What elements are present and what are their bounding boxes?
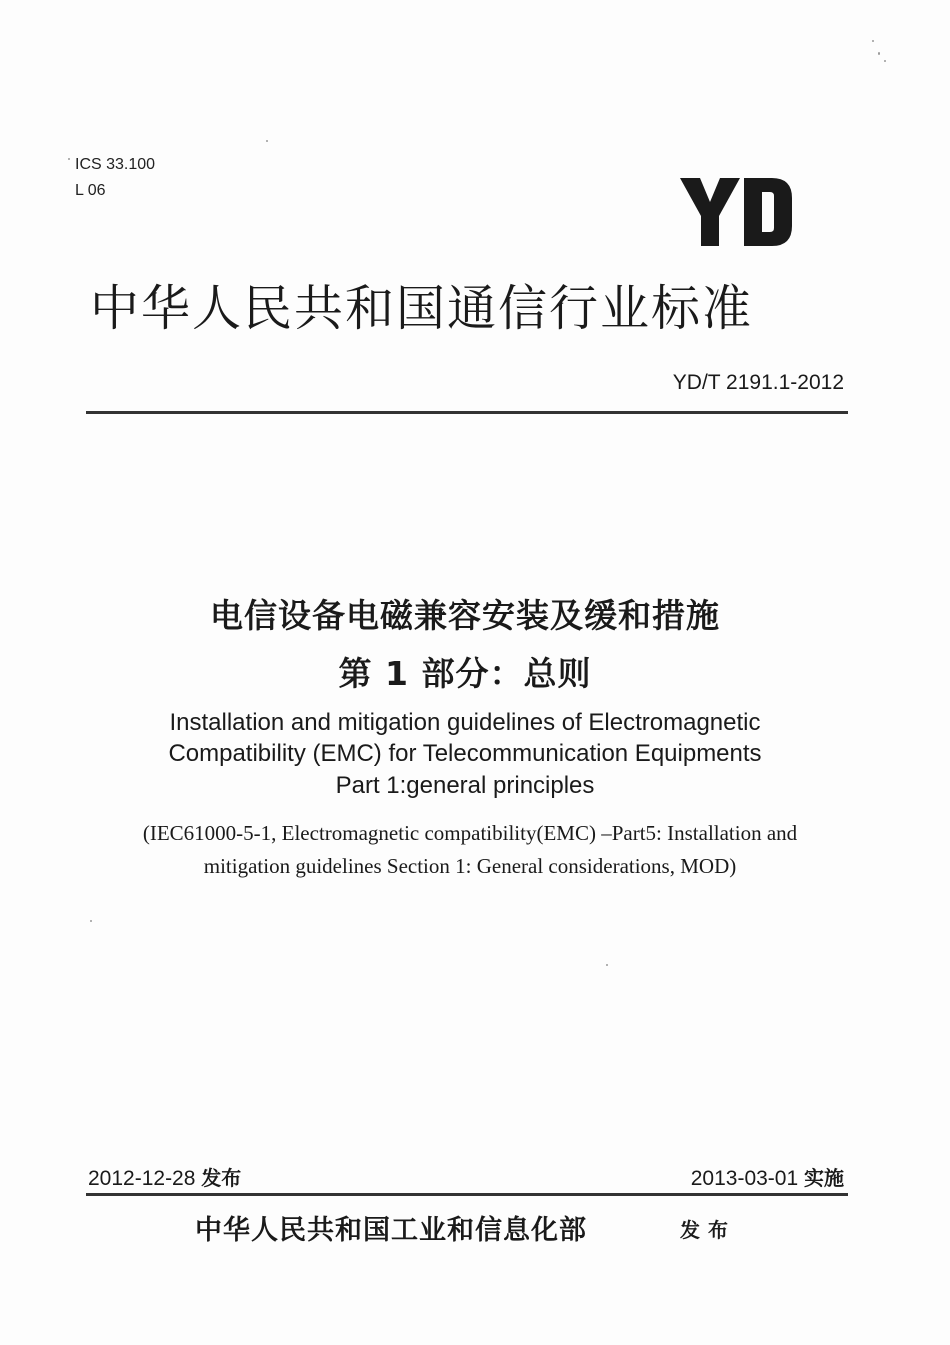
scan-speck <box>872 40 874 42</box>
issue-date-block <box>88 1162 241 1191</box>
header-divider <box>86 411 848 414</box>
scan-speck <box>884 60 886 62</box>
english-title-line-2: Compatibility (EMC) for Telecommunication Equipments <box>168 740 762 767</box>
scan-speck <box>606 964 608 966</box>
scan-speck <box>68 158 70 160</box>
ics-code: ICS 33.100 <box>75 156 156 173</box>
iec-reference-line-1: (IEC61000-5-1, Electromagnetic compatibility(EMC) –Part5: Installation and <box>142 821 798 845</box>
standard-number: YD/T 2191.1-2012 <box>672 371 844 394</box>
english-title-line-3: Part 1:general principles <box>335 772 595 799</box>
yd-logo <box>680 178 792 246</box>
implementation-date-block <box>691 1162 844 1191</box>
implementation-date: 2013-03-01 <box>690 1167 799 1190</box>
issuing-body-title: 中华人民共和国通信行业标准 <box>90 280 754 337</box>
scan-speck <box>266 140 268 142</box>
ccs-code: L 06 <box>75 182 106 199</box>
implementation-label: 实施 <box>804 1166 844 1190</box>
publish-label: 发布 <box>680 1218 736 1242</box>
chinese-title-line-1: 电信设备电磁兼容安装及缓和措施 <box>210 596 720 635</box>
publisher-name: 中华人民共和国工业和信息化部 <box>195 1215 587 1246</box>
scan-speck <box>878 52 880 55</box>
footer-divider <box>86 1193 848 1196</box>
chinese-title-line-2: 第 1 部分：总则 <box>338 654 592 693</box>
english-title-line-1: Installation and mitigation guidelines of Electromagnetic <box>169 709 761 736</box>
issue-date: 2012-12-28 <box>88 1167 196 1190</box>
iec-reference <box>100 817 840 883</box>
issue-label: 发布 <box>201 1166 242 1190</box>
scan-speck <box>90 920 92 922</box>
iec-reference-line-2: mitigation guidelines Section 1: General considerations, MOD) <box>203 854 737 878</box>
